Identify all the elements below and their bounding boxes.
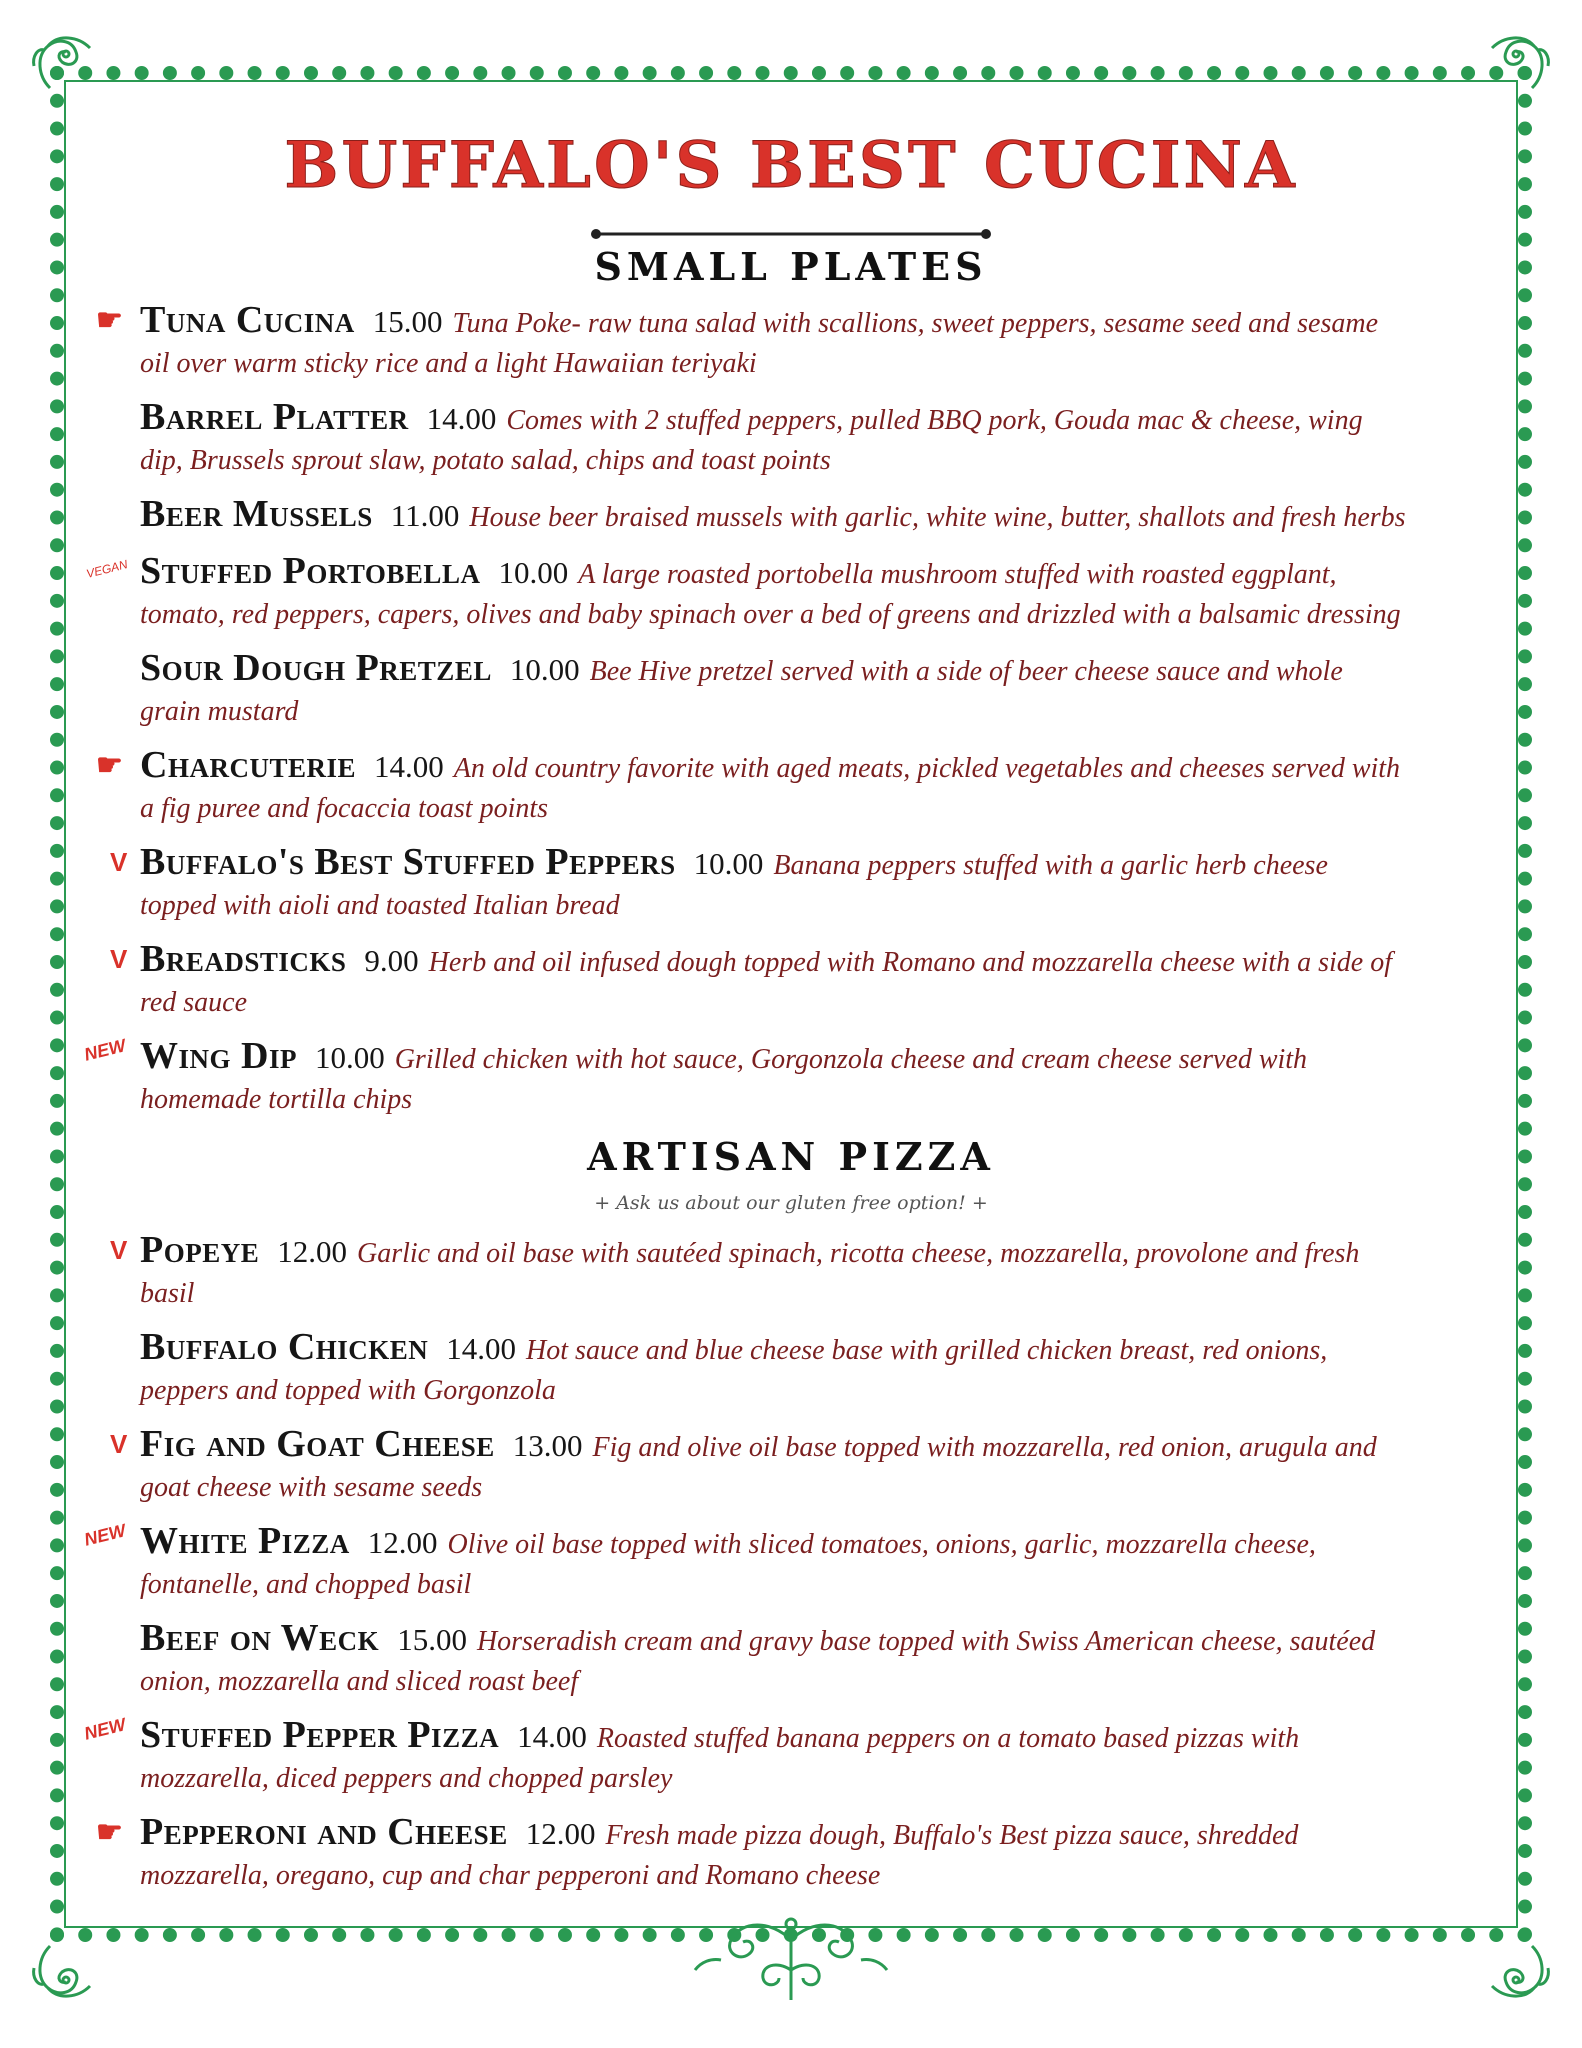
item-description: Banana peppers stuffed with a garlic herb cheese topped with aioli and toasted Italian bread xyxy=(140,850,1328,921)
menu-item xyxy=(140,396,1410,482)
item-price: 10.00 xyxy=(314,1040,385,1075)
item-price: 14.00 xyxy=(446,1331,517,1366)
item-price: 12.00 xyxy=(277,1234,347,1269)
item-name: Buffalo's Best Stuffed Peppers xyxy=(140,841,676,883)
item-name: Pepperoni and Cheese xyxy=(140,1811,508,1853)
item-name: Stuffed Pepper Pizza xyxy=(140,1714,500,1756)
vegetarian-marker: V xyxy=(110,1235,128,1265)
vegan-badge: VEGAN xyxy=(84,557,129,581)
item-name: Charcuterie xyxy=(140,744,356,786)
new-badge: NEW xyxy=(82,1714,128,1744)
item-price: 15.00 xyxy=(372,304,443,339)
item-name: Tuna Cucina xyxy=(140,299,355,341)
small-plates-list xyxy=(82,299,1410,1135)
menu-item xyxy=(82,1714,1410,1800)
item-name: Breadsticks xyxy=(140,938,347,980)
bottom-flourish-icon xyxy=(691,1900,891,2010)
menu-item xyxy=(140,1617,1410,1703)
section-heading-small-plates: SMALL PLATES xyxy=(594,244,988,289)
item-price: 9.00 xyxy=(364,943,419,978)
item-price: 10.00 xyxy=(509,652,580,687)
vegetarian-marker: V xyxy=(110,847,128,877)
menu-item xyxy=(110,938,1410,1024)
item-description: Horseradish cream and gravy base topped with Swiss American cheese, sautéed onion, mozzarella and sliced roast beef xyxy=(140,1626,1376,1697)
item-description: Comes with 2 stuffed peppers, pulled BBQ pork, Gouda mac & cheese, wing dip, Brussels sprout slaw, potato salad, chips and toast points xyxy=(140,405,1363,476)
item-description: A large roasted portobella mushroom stuffed with roasted eggplant, tomato, red peppers, capers, olives and baby spinach over a bed of greens and drizzled with a balsamic dressing xyxy=(140,559,1401,630)
menu-item xyxy=(96,1811,1410,1897)
item-price: 12.00 xyxy=(525,1816,596,1851)
item-description: Grilled chicken with hot sauce, Gorgonzola cheese and cream cheese served with homemade tortilla chips xyxy=(140,1044,1308,1115)
title-divider xyxy=(590,228,992,240)
gluten-free-note: + Ask us about our gluten free option! + xyxy=(594,1192,988,1214)
item-name: Fig and Goat Cheese xyxy=(140,1423,495,1465)
item-description: Fresh made pizza dough, Buffalo's Best pizza sauce, shredded mozzarella, oregano, cup and char pepperoni and Romano cheese xyxy=(140,1820,1299,1891)
item-description: Fig and olive oil base topped with mozzarella, red onion, arugula and goat cheese with sesame seeds xyxy=(140,1432,1377,1503)
item-name: Buffalo Chicken xyxy=(140,1326,429,1368)
new-badge: NEW xyxy=(82,1035,128,1065)
menu-item xyxy=(110,1423,1410,1509)
menu-item xyxy=(140,647,1410,733)
vegetarian-marker: V xyxy=(110,1429,128,1459)
corner-flourish-icon xyxy=(28,26,98,96)
item-price: 10.00 xyxy=(498,555,569,590)
item-price: 12.00 xyxy=(367,1525,438,1560)
item-description: Bee Hive pretzel served with a side of beer cheese sauce and whole grain mustard xyxy=(140,656,1343,727)
menu-item xyxy=(82,1035,1410,1121)
menu-item xyxy=(110,841,1410,927)
pointing-hand-icon: ☛ xyxy=(96,749,123,782)
item-description: Herb and oil infused dough topped with Romano and mozzarella cheese with a side of red sauce xyxy=(140,947,1392,1018)
item-name: Sour Dough Pretzel xyxy=(140,647,492,689)
corner-flourish-icon xyxy=(1484,26,1554,96)
menu-item xyxy=(110,1229,1410,1315)
artisan-pizza-list xyxy=(82,1229,1410,1911)
item-description: Garlic and oil base with sautéed spinach, ricotta cheese, mozzarella, provolone and fresh basil xyxy=(140,1238,1360,1309)
menu-item xyxy=(140,1326,1410,1412)
item-description: Tuna Poke- raw tuna salad with scallions, sweet peppers, sesame seed and sesame oil over warm sticky rice and a light Hawaiian teriyaki xyxy=(140,308,1379,379)
item-name: White Pizza xyxy=(140,1520,350,1562)
item-name: Beef on Weck xyxy=(140,1617,380,1659)
item-description: Hot sauce and blue cheese base with grilled chicken breast, red onions, peppers and topped with Gorgonzola xyxy=(140,1335,1328,1406)
item-name: Wing Dip xyxy=(140,1035,297,1077)
item-price: 14.00 xyxy=(373,749,444,784)
item-price: 14.00 xyxy=(517,1719,587,1754)
menu-item xyxy=(82,1520,1410,1606)
item-name: Popeye xyxy=(140,1229,260,1271)
pointing-hand-icon: ☛ xyxy=(96,1816,123,1849)
corner-flourish-icon xyxy=(1484,1938,1554,2008)
new-badge: NEW xyxy=(82,1520,128,1550)
vegetarian-marker: V xyxy=(110,944,128,974)
corner-flourish-icon xyxy=(28,1938,98,2008)
item-name: Stuffed Portobella xyxy=(140,550,481,592)
restaurant-title: BUFFALO'S BEST CUCINA xyxy=(284,128,1298,203)
item-description: An old country favorite with aged meats, pickled vegetables and cheeses served with a fig puree and focaccia toast points xyxy=(140,753,1401,824)
menu-item xyxy=(84,550,1410,636)
item-description: Olive oil base topped with sliced tomatoes, onions, garlic, mozzarella cheese, fontanelle, and chopped basil xyxy=(140,1529,1316,1600)
item-name: Beer Mussels xyxy=(140,493,373,535)
menu-item xyxy=(140,493,1410,539)
menu-item xyxy=(96,744,1410,830)
item-price: 14.00 xyxy=(426,401,497,436)
pointing-hand-icon: ☛ xyxy=(96,304,123,337)
item-price: 15.00 xyxy=(397,1622,467,1657)
section-heading-artisan-pizza: ARTISAN PIZZA xyxy=(587,1134,995,1179)
item-price: 13.00 xyxy=(512,1428,583,1463)
menu-item xyxy=(96,299,1410,385)
item-price: 10.00 xyxy=(693,846,764,881)
item-description: House beer braised mussels with garlic, white wine, butter, shallots and fresh herbs xyxy=(469,502,1406,533)
item-description: Roasted stuffed banana peppers on a tomato based pizzas with mozzarella, diced peppers and chopped parsley xyxy=(140,1723,1300,1794)
item-name: Barrel Platter xyxy=(140,396,409,438)
item-price: 11.00 xyxy=(390,498,460,533)
